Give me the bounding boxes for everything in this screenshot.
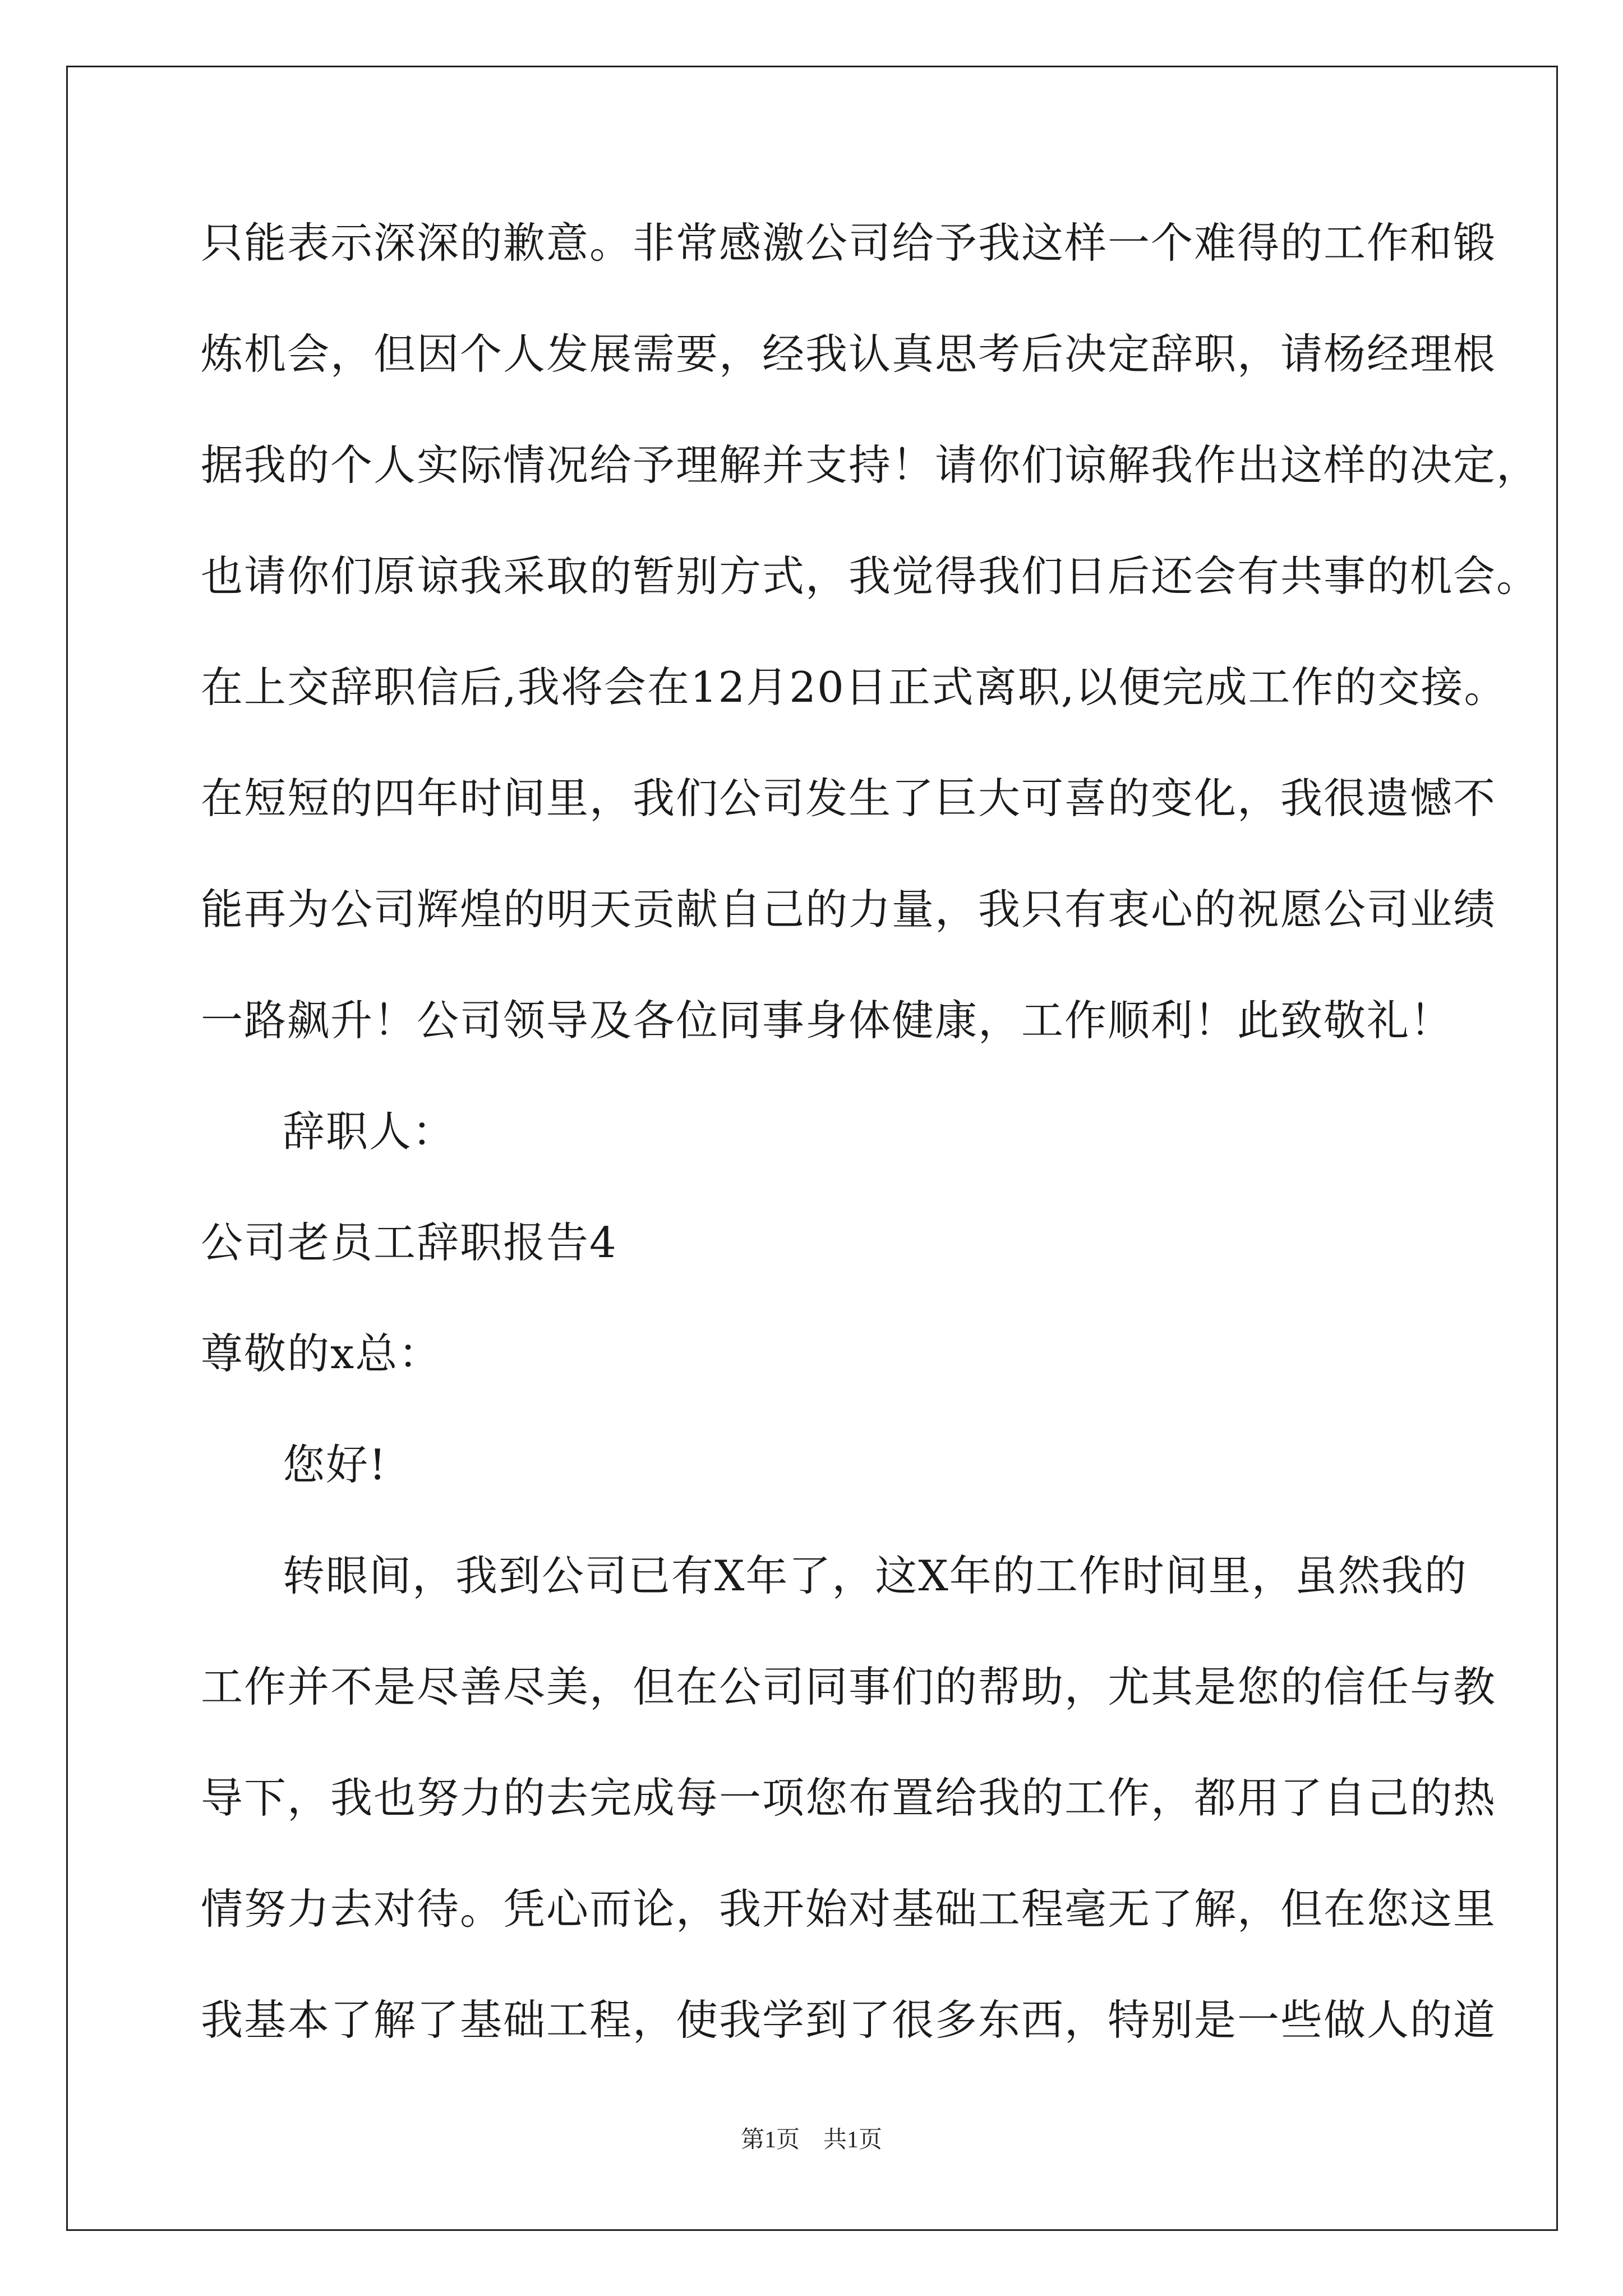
signature-label: 辞职人： xyxy=(283,1107,456,1156)
text-line: 也请你们原谅我采取的暂别方式，我觉得我们日后还会有共事的机会。 xyxy=(201,551,1540,601)
text-line: 工作并不是尽善尽美，但在公司同事们的帮助，尤其是您的信任与教 xyxy=(201,1662,1497,1711)
greeting: 您好! xyxy=(283,1440,388,1489)
salutation: 尊敬的x总： xyxy=(201,1329,442,1378)
text-line: 在短短的四年时间里，我们公司发生了巨大可喜的变化，我很遗憾不 xyxy=(201,774,1497,823)
text-line: 能再为公司辉煌的明天贡献自己的力量，我只有衷心的祝愿公司业绩 xyxy=(201,885,1497,934)
text-line: 只能表示深深的歉意。非常感激公司给予我这样一个难得的工作和锻 xyxy=(201,218,1497,268)
text-line: 我基本了解了基础工程，使我学到了很多东西，特别是一些做人的道 xyxy=(201,1995,1497,2045)
page-number-footer: 第1页 共1页 xyxy=(740,2127,882,2153)
text-line: 转眼间，我到公司已有X年了，这X年的工作时间里，虽然我的 xyxy=(283,1551,1468,1600)
section-title: 公司老员工辞职报告4 xyxy=(201,1218,617,1267)
text-line: 导下，我也努力的去完成每一项您布置给我的工作，都用了自己的热 xyxy=(201,1773,1497,1823)
text-line: 在上交辞职信后,我将会在12月20日正式离职,以便完成工作的交接。 xyxy=(201,662,1507,712)
text-line: 情努力去对待。凭心而论，我开始对基础工程毫无了解，但在您这里 xyxy=(201,1884,1497,1934)
text-line: 一路飙升！公司领导及各位同事身体健康，工作顺利！此致敬礼！ xyxy=(201,996,1454,1045)
text-line: 炼机会，但因个人发展需要，经我认真思考后决定辞职，请杨经理根 xyxy=(201,329,1497,379)
text-line: 据我的个人实际情况给予理解并支持！请你们谅解我作出这样的决定， xyxy=(201,440,1540,490)
